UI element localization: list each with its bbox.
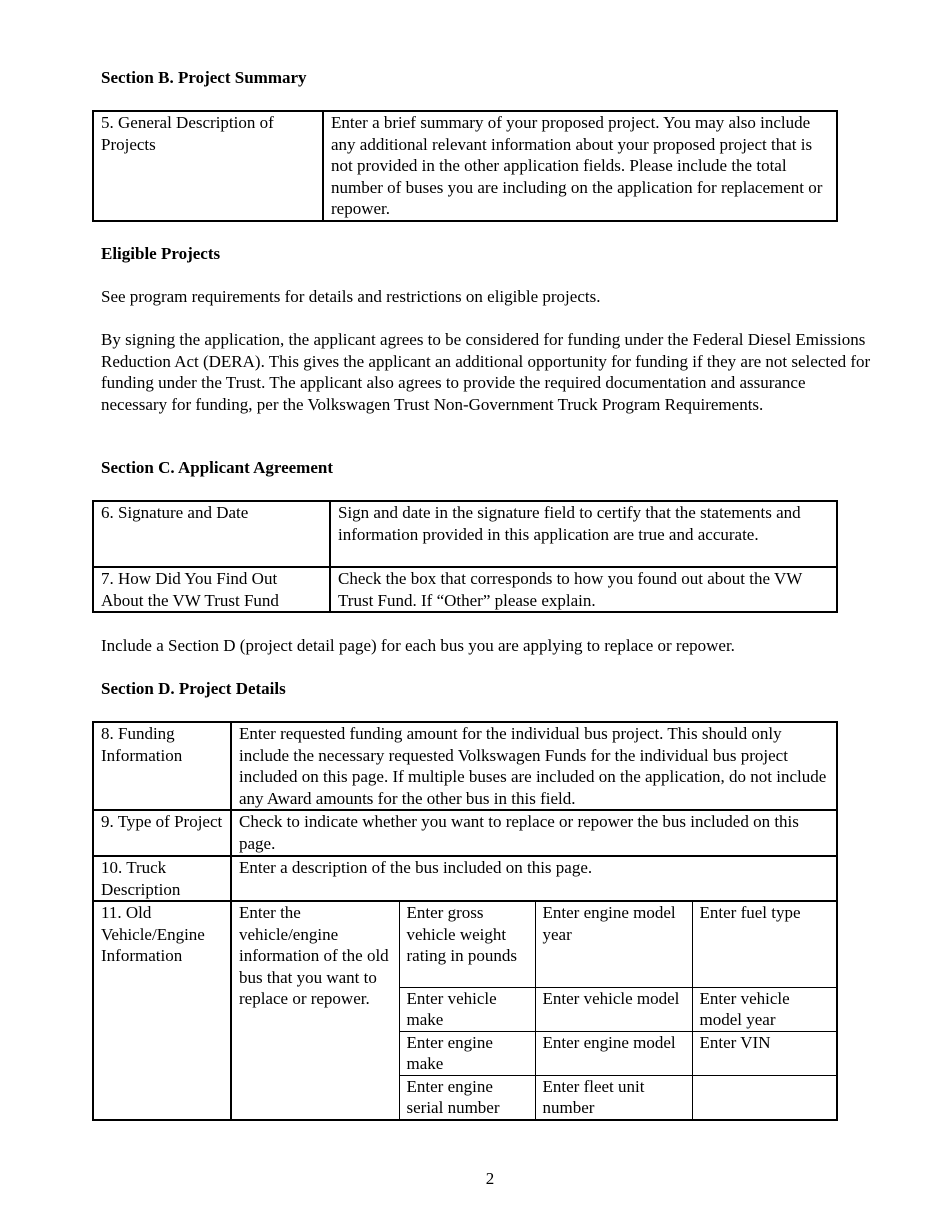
field-vin: Enter VIN: [692, 1031, 837, 1075]
table-row: [93, 901, 837, 987]
row-5-description: Enter a brief summary of your proposed project. You may also include any additional relevant information about your proposed project that is not provided in the other application fields. Please include the total number of buses you are including on the application for replacement or repower.: [323, 111, 837, 221]
field-empty: [692, 1075, 837, 1120]
eligible-projects-heading: Eligible Projects: [101, 244, 221, 263]
field-vehicle-model-year: Enter vehicle model year: [692, 987, 837, 1031]
field-engine-serial-number: Enter engine serial number: [399, 1075, 535, 1120]
row-6-description: Sign and date in the signature field to certify that the statements and information provided in this application are true and accurate.: [330, 501, 837, 567]
field-engine-make: Enter engine make: [399, 1031, 535, 1075]
eligible-projects-paragraph-1: See program requirements for details and restrictions on eligible projects.: [101, 287, 601, 306]
row-8-description: Enter requested funding amount for the individual bus project. This should only include the necessary requested Volkswagen Funds for the individual bus project included on this page. If multiple buses are included on the application, do not include any Award amounts for the other bus in this field.: [231, 722, 837, 810]
field-vehicle-model: Enter vehicle model: [535, 987, 692, 1031]
table-row: [93, 722, 837, 810]
field-gvwr: Enter gross vehicle weight rating in pounds: [399, 901, 535, 987]
section-c-heading: Section C. Applicant Agreement: [101, 458, 334, 477]
section-d-table: [92, 721, 838, 1121]
row-9-label: 9. Type of Project: [93, 810, 231, 856]
table-row: [93, 501, 837, 567]
row-11-description: Enter the vehicle/engine information of the old bus that you want to replace or repower.: [231, 901, 399, 1120]
row-5-label: 5. General Description of Projects: [93, 111, 323, 221]
field-fuel-type: Enter fuel type: [692, 901, 837, 987]
section-b-table: [92, 110, 838, 222]
field-vehicle-make: Enter vehicle make: [399, 987, 535, 1031]
section-c-table: [92, 500, 838, 613]
section-d-note: Include a Section D (project detail page) for each bus you are applying to replace or repower.: [101, 636, 735, 655]
section-b-heading: Section B. Project Summary: [101, 68, 307, 87]
eligible-projects-paragraph-2: By signing the application, the applicant agrees to be considered for funding under the Federal Diesel Emissions Reduction Act (DERA). This gives the applicant an additional opportunity for funding if they are not selected for funding under the Trust. The applicant also agrees to provide the required documentation and assurance necessary for funding, per the Volkswagen Trust Non-Government Truck Program Requirements.: [101, 330, 871, 414]
row-6-label: 6. Signature and Date: [93, 501, 330, 567]
table-row: [93, 111, 837, 221]
row-7-label: 7. How Did You Find Out About the VW Trust Fund: [93, 567, 330, 612]
row-11-label: 11. Old Vehicle/Engine Information: [93, 901, 231, 1120]
table-row: [93, 810, 837, 856]
row-10-label: 10. Truck Description: [93, 856, 231, 901]
row-7-description: Check the box that corresponds to how you found out about the VW Trust Fund. If “Other” please explain.: [330, 567, 837, 612]
field-engine-model: Enter engine model: [535, 1031, 692, 1075]
row-8-label: 8. Funding Information: [93, 722, 231, 810]
section-d-heading: Section D. Project Details: [101, 679, 286, 698]
row-9-description: Check to indicate whether you want to replace or repower the bus included on this page.: [231, 810, 837, 856]
field-engine-model-year: Enter engine model year: [535, 901, 692, 987]
page-number: 2: [485, 1169, 495, 1188]
table-row: [93, 567, 837, 612]
row-10-description: Enter a description of the bus included on this page.: [231, 856, 837, 901]
table-row: [93, 856, 837, 901]
field-fleet-unit-number: Enter fleet unit number: [535, 1075, 692, 1120]
